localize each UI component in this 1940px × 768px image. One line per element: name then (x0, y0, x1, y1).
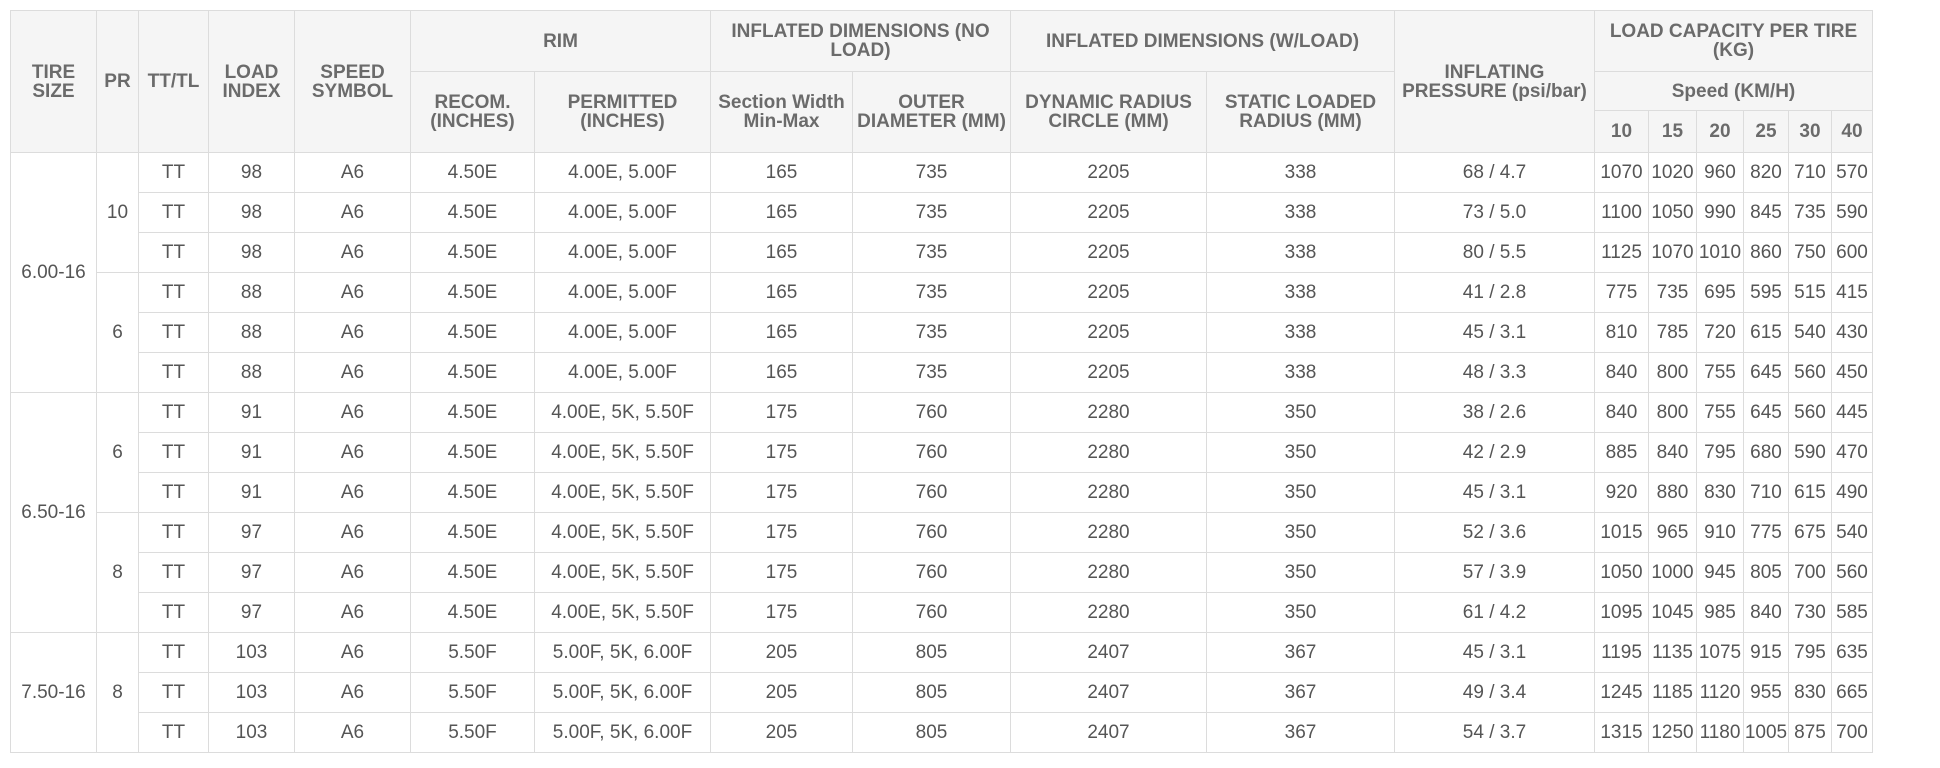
cell-load-25: 595 (1744, 273, 1789, 313)
cell-load-40: 585 (1832, 593, 1873, 633)
cell-outer-diameter: 735 (853, 233, 1011, 273)
cell-outer-diameter: 760 (853, 473, 1011, 513)
cell-load-10: 1195 (1595, 633, 1649, 673)
cell-load-index: 98 (209, 193, 295, 233)
cell-load-15: 735 (1649, 273, 1697, 313)
table-row (11, 473, 1873, 513)
cell-load-20: 830 (1697, 473, 1744, 513)
table-row (11, 193, 1873, 233)
cell-static-radius: 350 (1207, 393, 1395, 433)
cell-speed-symbol: A6 (295, 513, 411, 553)
cell-load-25: 820 (1744, 153, 1789, 193)
cell-inflating-pressure: 49 / 3.4 (1395, 673, 1595, 713)
cell-tire-size: 6.00-16 (11, 153, 97, 393)
cell-load-25: 860 (1744, 233, 1789, 273)
cell-load-20: 755 (1697, 353, 1744, 393)
cell-dynamic-radius: 2205 (1011, 273, 1207, 313)
cell-load-20: 1075 (1697, 633, 1744, 673)
cell-rim-permitted: 4.00E, 5K, 5.50F (535, 473, 711, 513)
table-row (11, 593, 1873, 633)
cell-outer-diameter: 735 (853, 193, 1011, 233)
cell-speed-symbol: A6 (295, 313, 411, 353)
cell-rim-recom: 5.50F (411, 713, 535, 753)
table-row (11, 353, 1873, 393)
cell-load-30: 560 (1789, 353, 1832, 393)
cell-section-width: 175 (711, 593, 853, 633)
cell-inflating-pressure: 45 / 3.1 (1395, 313, 1595, 353)
cell-load-10: 810 (1595, 313, 1649, 353)
cell-section-width: 205 (711, 713, 853, 753)
cell-load-15: 1070 (1649, 233, 1697, 273)
cell-static-radius: 350 (1207, 593, 1395, 633)
cell-load-30: 795 (1789, 633, 1832, 673)
cell-pr: 8 (97, 513, 139, 633)
cell-load-25: 955 (1744, 673, 1789, 713)
table-row (11, 633, 1873, 673)
cell-section-width: 205 (711, 633, 853, 673)
table-row (11, 233, 1873, 273)
cell-inflating-pressure: 45 / 3.1 (1395, 473, 1595, 513)
cell-load-40: 540 (1832, 513, 1873, 553)
cell-rim-permitted: 4.00E, 5K, 5.50F (535, 513, 711, 553)
cell-load-40: 470 (1832, 433, 1873, 473)
cell-load-40: 700 (1832, 713, 1873, 753)
cell-section-width: 205 (711, 673, 853, 713)
cell-load-25: 805 (1744, 553, 1789, 593)
cell-rim-recom: 4.50E (411, 473, 535, 513)
cell-load-25: 615 (1744, 313, 1789, 353)
cell-dynamic-radius: 2280 (1011, 513, 1207, 553)
cell-rim-recom: 4.50E (411, 233, 535, 273)
cell-load-30: 710 (1789, 153, 1832, 193)
table-row (11, 513, 1873, 553)
cell-load-20: 1010 (1697, 233, 1744, 273)
cell-rim-permitted: 4.00E, 5K, 5.50F (535, 553, 711, 593)
cell-load-15: 1250 (1649, 713, 1697, 753)
cell-load-30: 675 (1789, 513, 1832, 553)
cell-static-radius: 338 (1207, 233, 1395, 273)
cell-inflating-pressure: 54 / 3.7 (1395, 713, 1595, 753)
cell-load-20: 960 (1697, 153, 1744, 193)
cell-outer-diameter: 760 (853, 593, 1011, 633)
cell-load-25: 645 (1744, 353, 1789, 393)
table-header (11, 11, 1873, 153)
cell-speed-symbol: A6 (295, 593, 411, 633)
header-rim-recom: RECOM. (INCHES) (411, 72, 535, 153)
cell-load-15: 880 (1649, 473, 1697, 513)
cell-rim-permitted: 4.00E, 5.00F (535, 153, 711, 193)
cell-static-radius: 367 (1207, 633, 1395, 673)
header-pr: PR (97, 11, 139, 153)
cell-tt-tl: TT (139, 433, 209, 473)
cell-rim-permitted: 4.00E, 5.00F (535, 193, 711, 233)
cell-speed-symbol: A6 (295, 193, 411, 233)
header-speed-20: 20 (1697, 111, 1744, 153)
cell-load-40: 600 (1832, 233, 1873, 273)
cell-speed-symbol: A6 (295, 673, 411, 713)
cell-load-40: 445 (1832, 393, 1873, 433)
cell-load-20: 910 (1697, 513, 1744, 553)
cell-load-20: 795 (1697, 433, 1744, 473)
cell-inflating-pressure: 48 / 3.3 (1395, 353, 1595, 393)
header-speed-10: 10 (1595, 111, 1649, 153)
cell-section-width: 165 (711, 313, 853, 353)
cell-load-10: 1015 (1595, 513, 1649, 553)
cell-rim-recom: 4.50E (411, 193, 535, 233)
cell-speed-symbol: A6 (295, 473, 411, 513)
cell-section-width: 165 (711, 273, 853, 313)
cell-load-20: 945 (1697, 553, 1744, 593)
cell-speed-symbol: A6 (295, 433, 411, 473)
cell-load-30: 735 (1789, 193, 1832, 233)
cell-rim-permitted: 4.00E, 5.00F (535, 353, 711, 393)
cell-load-index: 88 (209, 273, 295, 313)
header-inflating-pressure: INFLATING PRESSURE (psi/bar) (1395, 11, 1595, 153)
cell-load-10: 1100 (1595, 193, 1649, 233)
cell-load-index: 103 (209, 673, 295, 713)
cell-load-30: 515 (1789, 273, 1832, 313)
cell-load-index: 98 (209, 233, 295, 273)
cell-load-40: 590 (1832, 193, 1873, 233)
cell-rim-permitted: 4.00E, 5K, 5.50F (535, 593, 711, 633)
cell-tt-tl: TT (139, 673, 209, 713)
cell-section-width: 165 (711, 353, 853, 393)
cell-load-index: 103 (209, 713, 295, 753)
cell-load-15: 965 (1649, 513, 1697, 553)
cell-load-index: 91 (209, 433, 295, 473)
header-tt-tl: TT/TL (139, 11, 209, 153)
table-row (11, 713, 1873, 753)
cell-dynamic-radius: 2205 (1011, 233, 1207, 273)
cell-static-radius: 338 (1207, 313, 1395, 353)
table-row (11, 433, 1873, 473)
tire-spec-table (10, 10, 1873, 753)
cell-rim-permitted: 5.00F, 5K, 6.00F (535, 673, 711, 713)
header-tire-size: TIRE SIZE (11, 11, 97, 153)
header-rim: RIM (411, 11, 711, 72)
cell-load-40: 570 (1832, 153, 1873, 193)
cell-load-index: 98 (209, 153, 295, 193)
cell-load-40: 430 (1832, 313, 1873, 353)
cell-load-index: 97 (209, 513, 295, 553)
cell-static-radius: 338 (1207, 193, 1395, 233)
cell-load-40: 450 (1832, 353, 1873, 393)
cell-outer-diameter: 760 (853, 433, 1011, 473)
cell-static-radius: 350 (1207, 513, 1395, 553)
cell-load-index: 103 (209, 633, 295, 673)
cell-outer-diameter: 760 (853, 513, 1011, 553)
cell-load-30: 590 (1789, 433, 1832, 473)
cell-load-30: 700 (1789, 553, 1832, 593)
cell-rim-recom: 4.50E (411, 433, 535, 473)
cell-inflating-pressure: 45 / 3.1 (1395, 633, 1595, 673)
cell-load-10: 1050 (1595, 553, 1649, 593)
header-dynamic-radius: DYNAMIC RADIUS CIRCLE (MM) (1011, 72, 1207, 153)
table-row (11, 553, 1873, 593)
cell-load-15: 1045 (1649, 593, 1697, 633)
cell-rim-recom: 4.50E (411, 353, 535, 393)
cell-load-15: 800 (1649, 353, 1697, 393)
cell-static-radius: 350 (1207, 553, 1395, 593)
cell-outer-diameter: 735 (853, 313, 1011, 353)
header-inflated-no-load: INFLATED DIMENSIONS (NO LOAD) (711, 11, 1011, 72)
cell-load-10: 1125 (1595, 233, 1649, 273)
cell-pr: 10 (97, 153, 139, 273)
header-load-capacity: LOAD CAPACITY PER TIRE (KG) (1595, 11, 1873, 72)
cell-load-15: 1000 (1649, 553, 1697, 593)
header-speed-15: 15 (1649, 111, 1697, 153)
cell-load-40: 635 (1832, 633, 1873, 673)
table-body (11, 153, 1873, 753)
cell-section-width: 175 (711, 553, 853, 593)
cell-static-radius: 338 (1207, 353, 1395, 393)
cell-rim-recom: 4.50E (411, 153, 535, 193)
cell-inflating-pressure: 73 / 5.0 (1395, 193, 1595, 233)
cell-section-width: 165 (711, 193, 853, 233)
cell-outer-diameter: 805 (853, 633, 1011, 673)
table-row (11, 393, 1873, 433)
cell-static-radius: 338 (1207, 273, 1395, 313)
table-row (11, 313, 1873, 353)
cell-rim-permitted: 4.00E, 5K, 5.50F (535, 433, 711, 473)
cell-inflating-pressure: 61 / 4.2 (1395, 593, 1595, 633)
cell-load-30: 875 (1789, 713, 1832, 753)
cell-load-10: 840 (1595, 393, 1649, 433)
cell-tt-tl: TT (139, 393, 209, 433)
cell-static-radius: 367 (1207, 673, 1395, 713)
cell-speed-symbol: A6 (295, 633, 411, 673)
cell-load-index: 88 (209, 313, 295, 353)
cell-load-10: 1315 (1595, 713, 1649, 753)
cell-section-width: 175 (711, 433, 853, 473)
cell-inflating-pressure: 38 / 2.6 (1395, 393, 1595, 433)
cell-rim-recom: 5.50F (411, 633, 535, 673)
cell-rim-recom: 4.50E (411, 593, 535, 633)
cell-load-20: 695 (1697, 273, 1744, 313)
header-speed-25: 25 (1744, 111, 1789, 153)
header-speed-30: 30 (1789, 111, 1832, 153)
cell-rim-permitted: 4.00E, 5K, 5.50F (535, 393, 711, 433)
cell-speed-symbol: A6 (295, 393, 411, 433)
cell-outer-diameter: 735 (853, 353, 1011, 393)
cell-load-40: 665 (1832, 673, 1873, 713)
cell-speed-symbol: A6 (295, 153, 411, 193)
cell-dynamic-radius: 2280 (1011, 433, 1207, 473)
cell-load-10: 1070 (1595, 153, 1649, 193)
cell-pr: 6 (97, 273, 139, 393)
cell-load-30: 730 (1789, 593, 1832, 633)
cell-section-width: 175 (711, 473, 853, 513)
cell-load-25: 775 (1744, 513, 1789, 553)
cell-rim-permitted: 4.00E, 5.00F (535, 273, 711, 313)
cell-tt-tl: TT (139, 233, 209, 273)
cell-dynamic-radius: 2280 (1011, 473, 1207, 513)
cell-load-25: 840 (1744, 593, 1789, 633)
cell-section-width: 175 (711, 513, 853, 553)
cell-tt-tl: TT (139, 593, 209, 633)
cell-tt-tl: TT (139, 473, 209, 513)
cell-tt-tl: TT (139, 713, 209, 753)
cell-tt-tl: TT (139, 353, 209, 393)
cell-load-10: 885 (1595, 433, 1649, 473)
cell-load-25: 1005 (1744, 713, 1789, 753)
cell-rim-permitted: 4.00E, 5.00F (535, 313, 711, 353)
header-rim-permitted: PERMITTED (INCHES) (535, 72, 711, 153)
cell-load-10: 840 (1595, 353, 1649, 393)
table-row (11, 673, 1873, 713)
cell-rim-recom: 5.50F (411, 673, 535, 713)
cell-dynamic-radius: 2280 (1011, 553, 1207, 593)
cell-rim-recom: 4.50E (411, 513, 535, 553)
cell-dynamic-radius: 2280 (1011, 393, 1207, 433)
cell-load-40: 415 (1832, 273, 1873, 313)
header-static-radius: STATIC LOADED RADIUS (MM) (1207, 72, 1395, 153)
cell-load-25: 845 (1744, 193, 1789, 233)
header-speed-40: 40 (1832, 111, 1873, 153)
cell-load-15: 1020 (1649, 153, 1697, 193)
cell-speed-symbol: A6 (295, 273, 411, 313)
cell-tt-tl: TT (139, 553, 209, 593)
cell-speed-symbol: A6 (295, 713, 411, 753)
header-speed-symbol: SPEED SYMBOL (295, 11, 411, 153)
cell-dynamic-radius: 2407 (1011, 633, 1207, 673)
cell-tire-size: 6.50-16 (11, 393, 97, 633)
cell-load-40: 560 (1832, 553, 1873, 593)
cell-section-width: 165 (711, 233, 853, 273)
cell-inflating-pressure: 80 / 5.5 (1395, 233, 1595, 273)
cell-outer-diameter: 735 (853, 273, 1011, 313)
cell-tt-tl: TT (139, 273, 209, 313)
cell-tt-tl: TT (139, 193, 209, 233)
cell-static-radius: 367 (1207, 713, 1395, 753)
cell-dynamic-radius: 2205 (1011, 313, 1207, 353)
cell-inflating-pressure: 52 / 3.6 (1395, 513, 1595, 553)
cell-load-25: 680 (1744, 433, 1789, 473)
cell-load-25: 645 (1744, 393, 1789, 433)
cell-load-15: 1185 (1649, 673, 1697, 713)
cell-tt-tl: TT (139, 313, 209, 353)
cell-rim-recom: 4.50E (411, 273, 535, 313)
cell-rim-permitted: 4.00E, 5.00F (535, 233, 711, 273)
cell-load-30: 830 (1789, 673, 1832, 713)
cell-load-index: 97 (209, 593, 295, 633)
cell-outer-diameter: 760 (853, 553, 1011, 593)
cell-load-20: 990 (1697, 193, 1744, 233)
cell-load-20: 1180 (1697, 713, 1744, 753)
header-section-width: Section Width Min-Max (711, 72, 853, 153)
tire-spec-container (10, 10, 1873, 753)
cell-section-width: 175 (711, 393, 853, 433)
cell-load-index: 91 (209, 393, 295, 433)
cell-load-10: 775 (1595, 273, 1649, 313)
cell-inflating-pressure: 42 / 2.9 (1395, 433, 1595, 473)
cell-inflating-pressure: 41 / 2.8 (1395, 273, 1595, 313)
cell-rim-permitted: 5.00F, 5K, 6.00F (535, 713, 711, 753)
cell-load-20: 985 (1697, 593, 1744, 633)
cell-speed-symbol: A6 (295, 233, 411, 273)
cell-speed-symbol: A6 (295, 353, 411, 393)
cell-load-30: 560 (1789, 393, 1832, 433)
cell-outer-diameter: 735 (853, 153, 1011, 193)
cell-pr: 8 (97, 633, 139, 753)
cell-dynamic-radius: 2407 (1011, 713, 1207, 753)
cell-dynamic-radius: 2280 (1011, 593, 1207, 633)
cell-dynamic-radius: 2205 (1011, 353, 1207, 393)
cell-tt-tl: TT (139, 633, 209, 673)
cell-load-15: 800 (1649, 393, 1697, 433)
cell-rim-recom: 4.50E (411, 393, 535, 433)
cell-static-radius: 350 (1207, 473, 1395, 513)
cell-outer-diameter: 760 (853, 393, 1011, 433)
cell-inflating-pressure: 68 / 4.7 (1395, 153, 1595, 193)
cell-section-width: 165 (711, 153, 853, 193)
cell-load-15: 1135 (1649, 633, 1697, 673)
cell-load-25: 915 (1744, 633, 1789, 673)
cell-tt-tl: TT (139, 153, 209, 193)
cell-load-20: 720 (1697, 313, 1744, 353)
cell-inflating-pressure: 57 / 3.9 (1395, 553, 1595, 593)
cell-static-radius: 350 (1207, 433, 1395, 473)
cell-pr: 6 (97, 393, 139, 513)
table-row (11, 153, 1873, 193)
cell-load-30: 750 (1789, 233, 1832, 273)
table-row (11, 273, 1873, 313)
cell-load-30: 540 (1789, 313, 1832, 353)
cell-load-15: 840 (1649, 433, 1697, 473)
cell-load-10: 1095 (1595, 593, 1649, 633)
header-inflated-w-load: INFLATED DIMENSIONS (W/LOAD) (1011, 11, 1395, 72)
cell-load-40: 490 (1832, 473, 1873, 513)
cell-load-index: 88 (209, 353, 295, 393)
cell-outer-diameter: 805 (853, 673, 1011, 713)
cell-tt-tl: TT (139, 513, 209, 553)
cell-load-15: 785 (1649, 313, 1697, 353)
cell-tire-size: 7.50-16 (11, 633, 97, 753)
cell-load-20: 1120 (1697, 673, 1744, 713)
cell-load-10: 920 (1595, 473, 1649, 513)
cell-load-10: 1245 (1595, 673, 1649, 713)
cell-load-index: 97 (209, 553, 295, 593)
header-speed-kmh: Speed (KM/H) (1595, 72, 1873, 111)
cell-speed-symbol: A6 (295, 553, 411, 593)
cell-load-30: 615 (1789, 473, 1832, 513)
cell-rim-permitted: 5.00F, 5K, 6.00F (535, 633, 711, 673)
cell-dynamic-radius: 2205 (1011, 153, 1207, 193)
cell-dynamic-radius: 2205 (1011, 193, 1207, 233)
cell-load-index: 91 (209, 473, 295, 513)
cell-rim-recom: 4.50E (411, 313, 535, 353)
cell-outer-diameter: 805 (853, 713, 1011, 753)
cell-load-15: 1050 (1649, 193, 1697, 233)
cell-load-25: 710 (1744, 473, 1789, 513)
cell-rim-recom: 4.50E (411, 553, 535, 593)
header-load-index: LOAD INDEX (209, 11, 295, 153)
header-outer-diameter: OUTER DIAMETER (MM) (853, 72, 1011, 153)
cell-dynamic-radius: 2407 (1011, 673, 1207, 713)
cell-static-radius: 338 (1207, 153, 1395, 193)
cell-load-20: 755 (1697, 393, 1744, 433)
